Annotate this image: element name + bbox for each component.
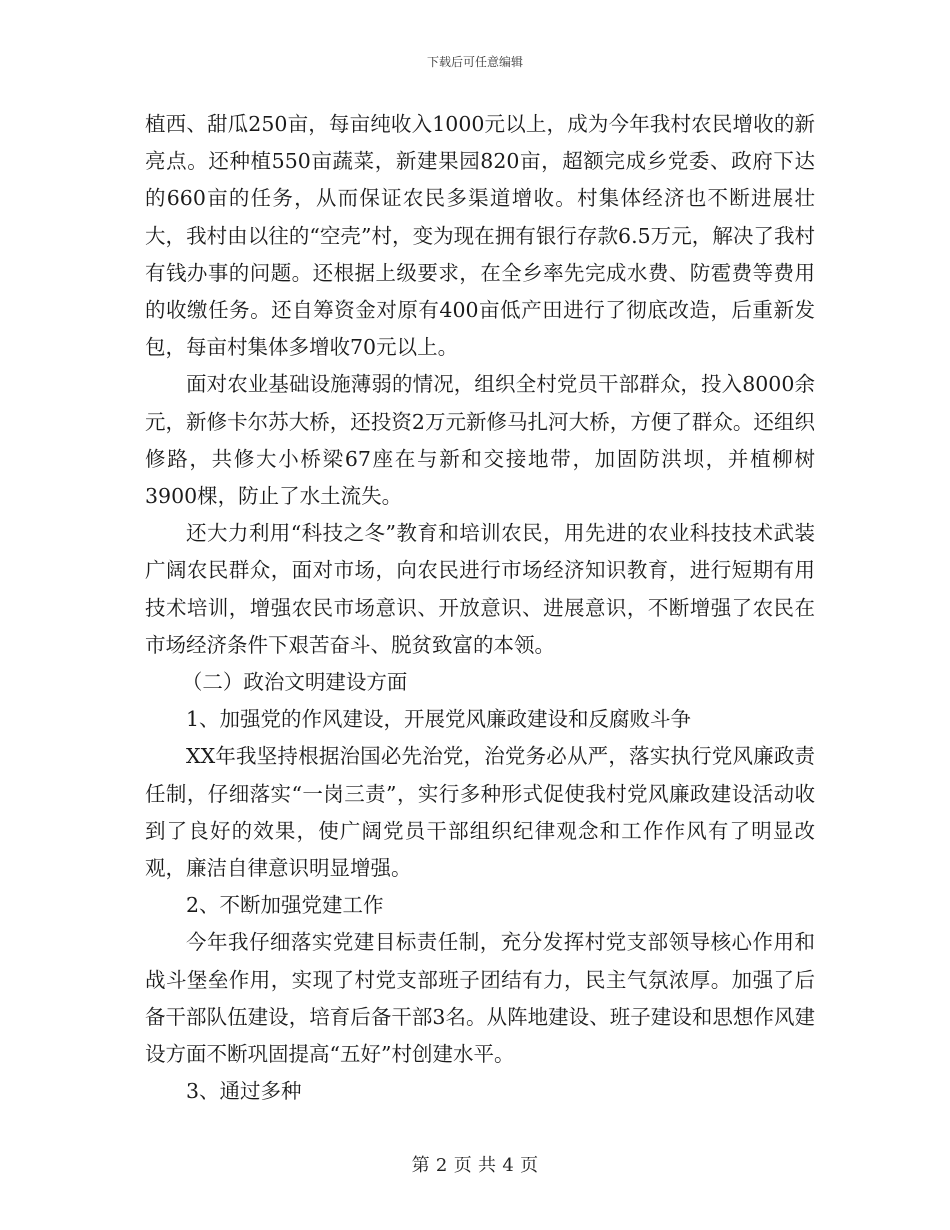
paragraph: 植西、甜瓜250亩，每亩纯收入1000元以上，成为今年我村农民增收的新亮点。还种植550亩蔬菜，新建果园820亩，超额完成乡党委、政府下达的660亩的任务，从而保证农民多渠道增收。村集体经济也不断进展壮大，我村由以往的“空壳”村，变为现在拥有银行存款6.5万元，解决了我村有钱办事的问题。还根据上级要求，在全乡率先完成水费、防雹费等费用的收缴任务。还自筹资金对原有400亩低产田进行了彻底改造，后重新发包，每亩村集体多增收70元以上。	[145, 112, 815, 360]
section-heading: （二）政治文明建设方面	[181, 670, 408, 695]
page-header: 下载后可任意编辑	[426, 55, 523, 69]
paragraph: 今年我仔细落实党建目标责任制，充分发挥村党支部领导核心作用和战斗堡垒作用，实现了村党支部班子团结有力，民主气氛浓厚。加强了后备干部队伍建设，培育后备干部3名。从阵地建设、班子建设和思想作风建设方面不断巩固提高“五好”村创建水平。	[145, 930, 815, 1067]
paragraph: 面对农业基础设施薄弱的情况，组织全村党员干部群众，投入8000余元，新修卡尔苏大桥，还投资2万元新修马扎河大桥，方便了群众。还组织修路，共修大小桥梁67座在与新和交接地带，加固防洪坝，并植柳树3900棵，防止了水土流失。	[145, 372, 815, 509]
subsection-heading: 3、通过多种	[186, 1079, 302, 1104]
subsection-heading: 2、不断加强党建工作	[186, 893, 384, 918]
paragraph: XX年我坚持根据治国必先治党，治党务必从严，落实执行党风廉政责任制，仔细落实“一岗三责”，实行多种形式促使我村党风廉政建设活动收到了良好的效果，使广阔党员干部组织纪律观念和工作作风有了明显改观，廉洁自律意识明显增强。	[145, 744, 815, 881]
document-body	[145, 106, 815, 1110]
paragraph: 还大力利用“科技之冬”教育和培训农民，用先进的农业科技技术武装广阔农民群众，面对市场，向农民进行市场经济知识教育，进行短期有用技术培训，增强农民市场意识、开放意识、进展意识，不断增强了农民在市场经济条件下艰苦奋斗、脱贫致富的本领。	[145, 521, 815, 657]
page-number: 第 2 页 共 4 页	[411, 1155, 539, 1176]
subsection-heading: 1、加强党的作风建设，开展党风廉政建设和反腐败斗争	[186, 707, 692, 732]
